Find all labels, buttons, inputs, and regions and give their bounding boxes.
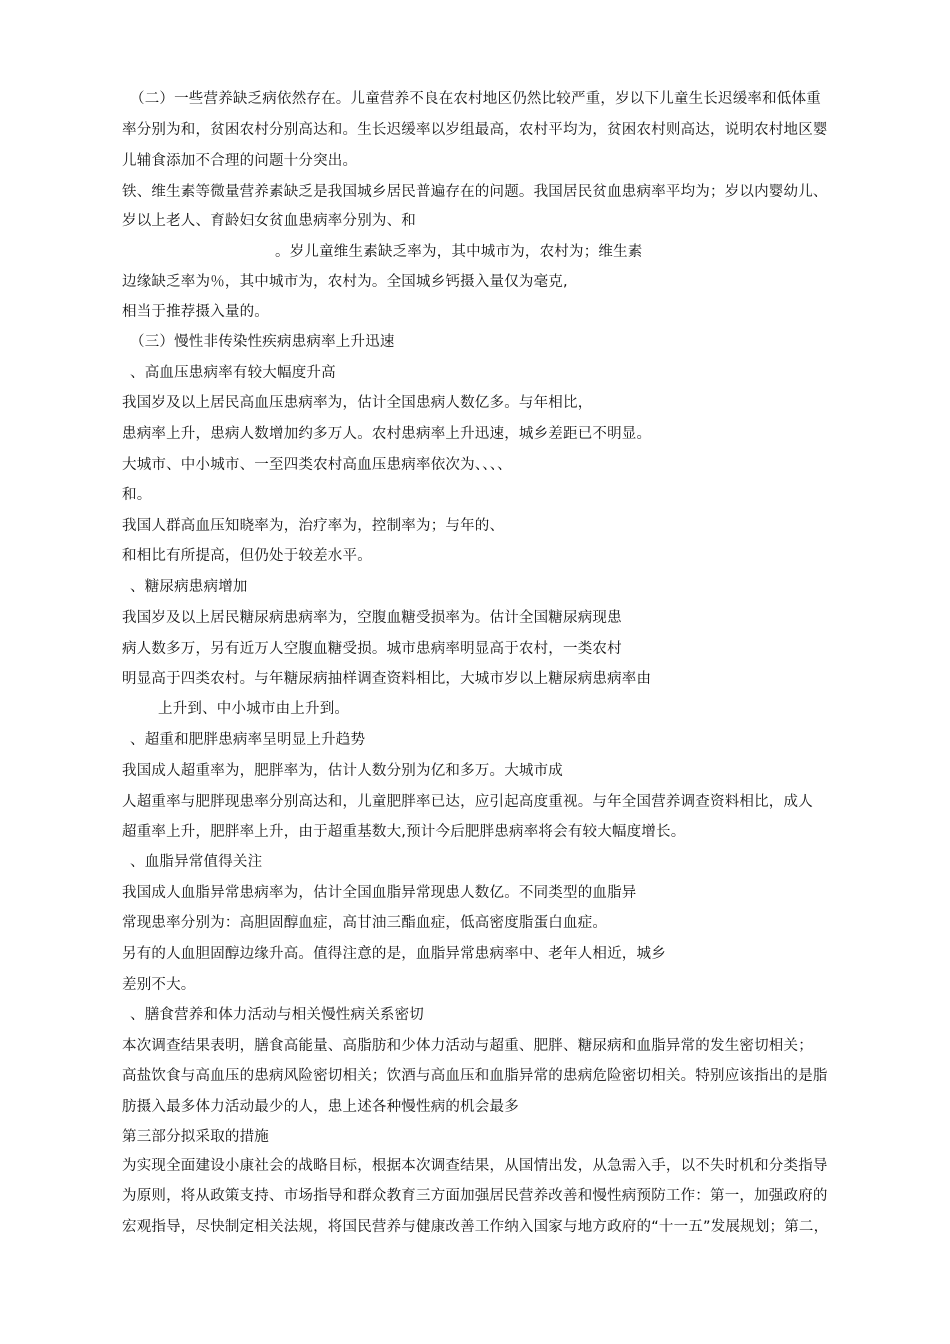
subsection-heading: 、糖尿病患病增加 [130, 579, 248, 595]
text-line: 和。 [122, 487, 152, 503]
subsection-heading: 、膳食营养和体力活动与相关慢性病关系密切 [130, 1007, 424, 1023]
text-line: 大城市、中小城市、一至四类农村高血压患病率依次为、、、、 [122, 457, 512, 473]
text-line: 常现患率分别为：高胆固醇血症，高甘油三酯血症，低高密度脂蛋白血症。 [122, 915, 608, 931]
text-line: 我国成人血脂异常患病率为，估计全国血脂异常现患人数亿。不同类型的血脂异 [122, 885, 637, 901]
text-line: 岁以上老人、育龄妇女贫血患病率分别为、和 [122, 213, 416, 229]
text-line: 高盐饮食与高血压的患病风险密切相关；饮酒与高血压和血脂异常的患病危险密切相关。特别应该指出的是脂 [122, 1068, 828, 1084]
subsection-heading: 、超重和肥胖患病率呈明显上升趋势 [130, 732, 366, 748]
text-line: 人超重率与肥胖现患率分别高达和，儿童肥胖率已达，应引起高度重视。与年全国营养调查资料相比，成人 [122, 794, 813, 810]
text-line: 和相比有所提高，但仍处于较差水平。 [122, 548, 372, 564]
text-line: 我国岁及以上居民糖尿病患病率为，空腹血糖受损率为。估计全国糖尿病现患 [122, 610, 622, 626]
text-line: （二）一些营养缺乏病依然存在。儿童营养不良在农村地区仍然比较严重，岁以下儿童生长迟缓率和低体重 [130, 91, 821, 107]
text-line: 上升到、中小城市由上升到。 [158, 701, 350, 717]
text-line: 本次调查结果表明，膳食高能量、高脂肪和少体力活动与超重、肥胖、糖尿病和血脂异常的发生密切相关； [122, 1038, 813, 1054]
text-line: 另有的人血胆固醇边缘升高。值得注意的是，血脂异常患病率中、老年人相近，城乡 [122, 946, 666, 962]
text-line: 我国人群高血压知晓率为，治疗率为，控制率为；与年的、 [122, 518, 505, 534]
text-line: 铁、维生素等微量营养素缺乏是我国城乡居民普遍存在的问题。我国居民贫血患病率平均为；岁以内婴幼儿、 [122, 184, 828, 200]
text-line: 差别不大。 [122, 977, 196, 993]
text-line: 患病率上升，患病人数增加约多万人。农村患病率上升迅速，城乡差距已不明显。 [122, 426, 652, 442]
subsection-heading: 、血脂异常值得关注 [130, 854, 263, 870]
section-heading: （三）慢性非传染性疾病患病率上升迅速 [130, 334, 395, 350]
text-line: 相当于推荐摄入量的。 [122, 304, 269, 320]
text-line: 儿辅食添加不合理的问题十分突出。 [122, 153, 358, 169]
text-line: 。岁儿童维生素缺乏率为，其中城市为，农村为；维生素 [275, 244, 643, 260]
text-line: 为实现全面建设小康社会的战略目标，根据本次调查结果，从国情出发，从急需入手，以不失时机和分类指导 [122, 1158, 828, 1174]
text-line: 病人数多万，另有近万人空腹血糖受损。城市患病率明显高于农村，一类农村 [122, 641, 622, 657]
text-line: 肪摄入最多体力活动最少的人，患上述各种慢性病的机会最多 [122, 1099, 519, 1115]
text-line: 超重率上升，肥胖率上升，由于超重基数大,预计今后肥胖患病率将会有较大幅度增长。 [122, 824, 686, 840]
text-line: 率分别为和，贫困农村分别高达和。生长迟缓率以岁组最高，农村平均为，贫困农村则高达，说明农村地区婴 [122, 122, 828, 138]
text-line: 我国成人超重率为，肥胖率为，估计人数分别为亿和多万。大城市成 [122, 763, 563, 779]
text-line: 边缘缺乏率为％，其中城市为，农村为。全国城乡钙摄入量仅为毫克, [122, 274, 568, 290]
subsection-heading: 、高血压患病率有较大幅度升高 [130, 365, 336, 381]
text-line: 我国岁及以上居民高血压患病率为，估计全国患病人数亿多。与年相比， [122, 395, 593, 411]
text-line: 为原则，将从政策支持、市场指导和群众教育三方面加强居民营养改善和慢性病预防工作：第一，加强政府的 [122, 1188, 828, 1204]
part-heading: 第三部分拟采取的措施 [122, 1129, 269, 1145]
text-line: 明显高于四类农村。与年糖尿病抽样调查资料相比，大城市岁以上糖尿病患病率由 [122, 671, 652, 687]
text-line: 宏观指导，尽快制定相关法规，将国民营养与健康改善工作纳入国家与地方政府的“十一五”发展规划；第二， [122, 1219, 829, 1235]
